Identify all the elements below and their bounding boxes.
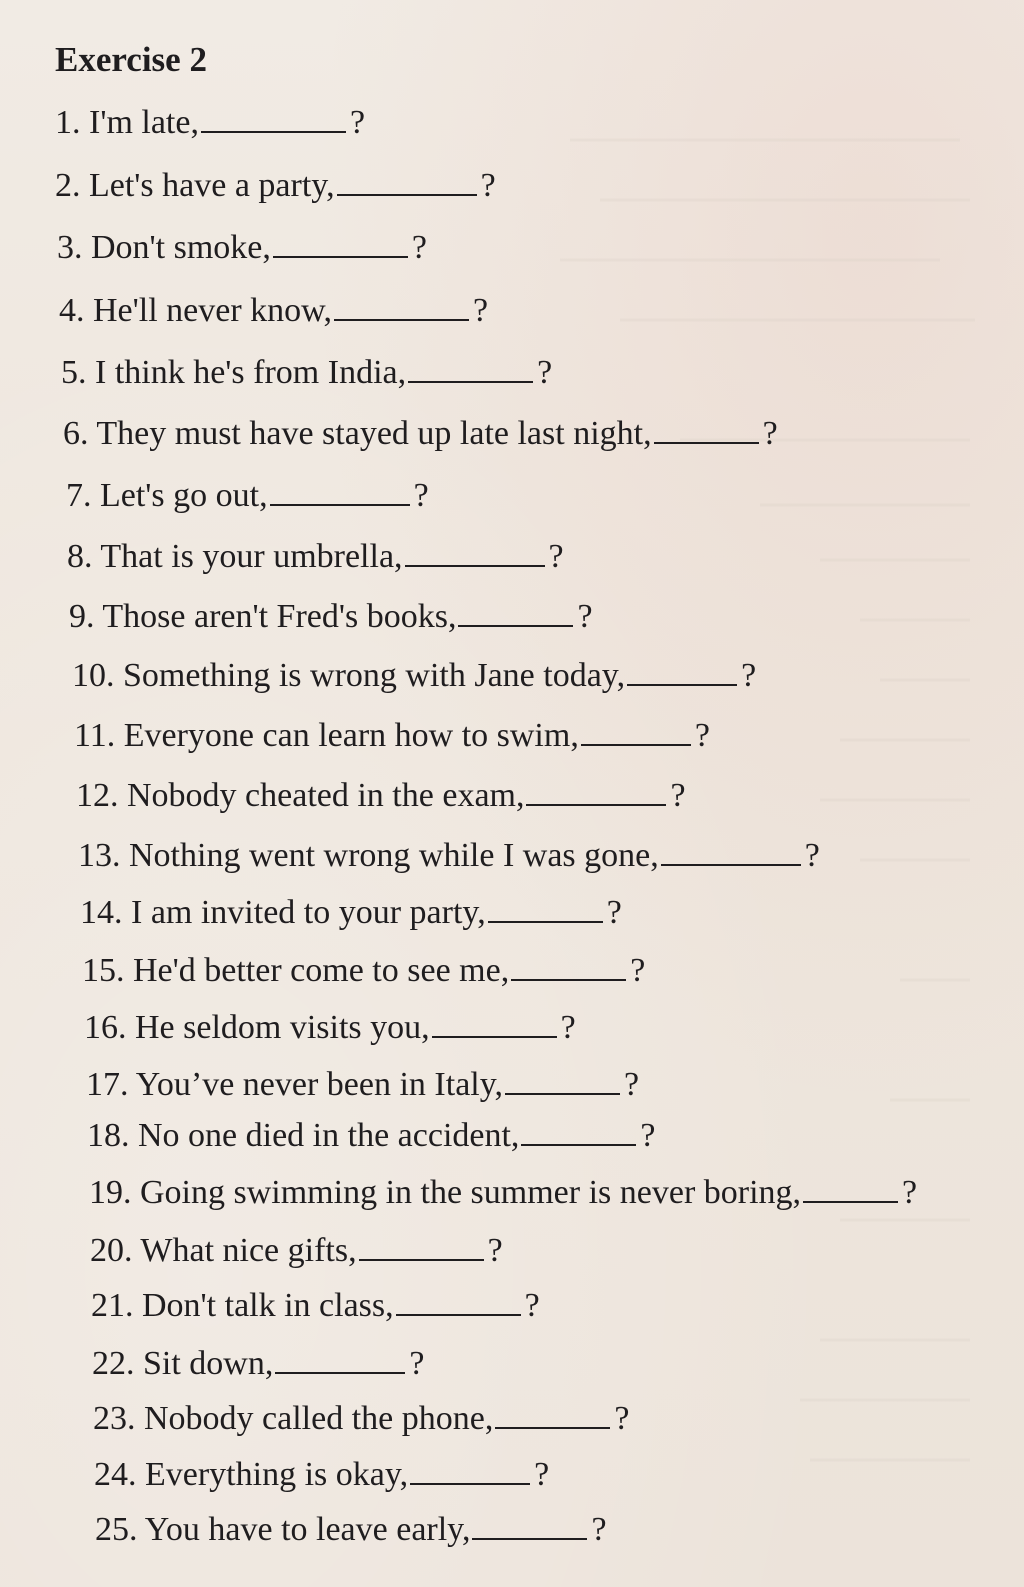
question-text: 6. They must have stayed up late last night, (63, 415, 652, 452)
answer-blank[interactable] (581, 718, 691, 746)
answer-blank[interactable] (803, 1175, 898, 1203)
question-item (89, 1175, 917, 1210)
answer-blank[interactable] (526, 778, 666, 806)
question-mark: ? (694, 717, 710, 754)
question-text: 22. Sit down, (92, 1345, 274, 1382)
answer-blank[interactable] (654, 416, 759, 444)
answer-blank[interactable] (661, 838, 801, 866)
answer-blank[interactable] (521, 1118, 636, 1146)
question-text: 21. Don't talk in class, (91, 1287, 394, 1324)
question-text: 23. Nobody called the phone, (93, 1400, 494, 1437)
question-item (67, 539, 564, 574)
question-text: 5. I think he's from India, (61, 354, 407, 391)
question-text: 7. Let's go out, (66, 477, 268, 514)
answer-blank[interactable] (627, 658, 737, 686)
question-item (76, 778, 686, 813)
question-mark: ? (560, 1009, 576, 1046)
answer-blank[interactable] (488, 895, 603, 923)
answer-blank[interactable] (337, 168, 477, 196)
answer-blank[interactable] (432, 1010, 557, 1038)
question-item (82, 953, 645, 988)
question-text: 8. That is your umbrella, (67, 538, 403, 575)
question-mark: ? (640, 1117, 656, 1154)
question-text: 4. He'll never know, (59, 292, 333, 329)
answer-blank[interactable] (495, 1401, 610, 1429)
question-text: 12. Nobody cheated in the exam, (76, 777, 525, 814)
question-text: 19. Going swimming in the summer is never boring, (89, 1174, 802, 1211)
answer-blank[interactable] (410, 1457, 530, 1485)
question-mark: ? (606, 894, 622, 931)
question-item (87, 1118, 656, 1153)
answer-blank[interactable] (275, 1346, 405, 1374)
question-item (61, 355, 552, 390)
answer-blank[interactable] (359, 1233, 484, 1261)
question-text: 15. He'd better come to see me, (82, 952, 510, 989)
question-mark: ? (624, 1066, 640, 1103)
question-text: 25. You have to leave early, (95, 1511, 471, 1548)
answer-blank[interactable] (405, 539, 545, 567)
question-text: 13. Nothing went wrong while I was gone, (78, 837, 659, 874)
question-mark: ? (413, 477, 429, 514)
question-text: 17. You’ve never been in Italy, (86, 1066, 504, 1103)
question-item (80, 895, 622, 930)
question-mark: ? (670, 777, 686, 814)
question-mark: ? (741, 657, 757, 694)
question-mark: ? (591, 1511, 607, 1548)
question-text: 10. Something is wrong with Jane today, (72, 657, 626, 694)
answer-blank[interactable] (201, 105, 346, 133)
question-mark: ? (630, 952, 646, 989)
answer-blank[interactable] (270, 478, 410, 506)
question-item (69, 599, 593, 634)
exercise-title: Exercise 2 (55, 40, 207, 79)
question-item (66, 478, 429, 513)
question-mark: ? (524, 1287, 540, 1324)
question-item (90, 1233, 503, 1268)
question-mark: ? (548, 538, 564, 575)
question-item (72, 658, 756, 693)
question-mark: ? (349, 104, 366, 141)
question-text: 14. I am invited to your party, (80, 894, 486, 931)
question-text: 9. Those aren't Fred's books, (69, 598, 457, 635)
answer-blank[interactable] (458, 599, 573, 627)
question-text: 2. Let's have a party, (55, 167, 335, 204)
question-mark: ? (902, 1174, 918, 1211)
question-mark: ? (762, 415, 778, 452)
answer-blank[interactable] (505, 1067, 620, 1095)
question-item (94, 1457, 549, 1492)
question-mark: ? (534, 1456, 550, 1493)
question-item (55, 168, 496, 203)
question-item (91, 1288, 540, 1323)
answer-blank[interactable] (273, 230, 408, 258)
question-text: 20. What nice gifts, (90, 1232, 357, 1269)
question-item (93, 1401, 629, 1436)
question-mark: ? (537, 354, 553, 391)
question-item (86, 1067, 639, 1102)
question-item (59, 293, 488, 328)
question-item (84, 1010, 576, 1045)
question-item (74, 718, 710, 753)
answer-blank[interactable] (472, 1512, 587, 1540)
question-mark: ? (577, 598, 593, 635)
question-item (78, 838, 820, 873)
question-text: 24. Everything is okay, (94, 1456, 409, 1493)
question-mark: ? (480, 167, 496, 204)
question-text: 1. I'm late, (55, 104, 199, 141)
question-mark: ? (411, 229, 427, 266)
question-mark: ? (804, 837, 820, 874)
answer-blank[interactable] (334, 293, 469, 321)
question-mark: ? (614, 1400, 630, 1437)
question-mark: ? (473, 292, 489, 329)
question-text: 18. No one died in the accident, (87, 1117, 520, 1154)
question-text: 16. He seldom visits you, (84, 1009, 430, 1046)
question-text: 11. Everyone can learn how to swim, (74, 717, 579, 754)
question-mark: ? (409, 1345, 425, 1382)
question-item (95, 1512, 607, 1547)
answer-blank[interactable] (396, 1288, 521, 1316)
answer-blank[interactable] (408, 355, 533, 383)
answer-blank[interactable] (511, 953, 626, 981)
question-item (92, 1346, 424, 1381)
question-mark: ? (487, 1232, 503, 1269)
question-item (57, 230, 427, 265)
question-text: 3. Don't smoke, (57, 229, 271, 266)
question-item (55, 105, 365, 140)
question-item (63, 416, 778, 451)
